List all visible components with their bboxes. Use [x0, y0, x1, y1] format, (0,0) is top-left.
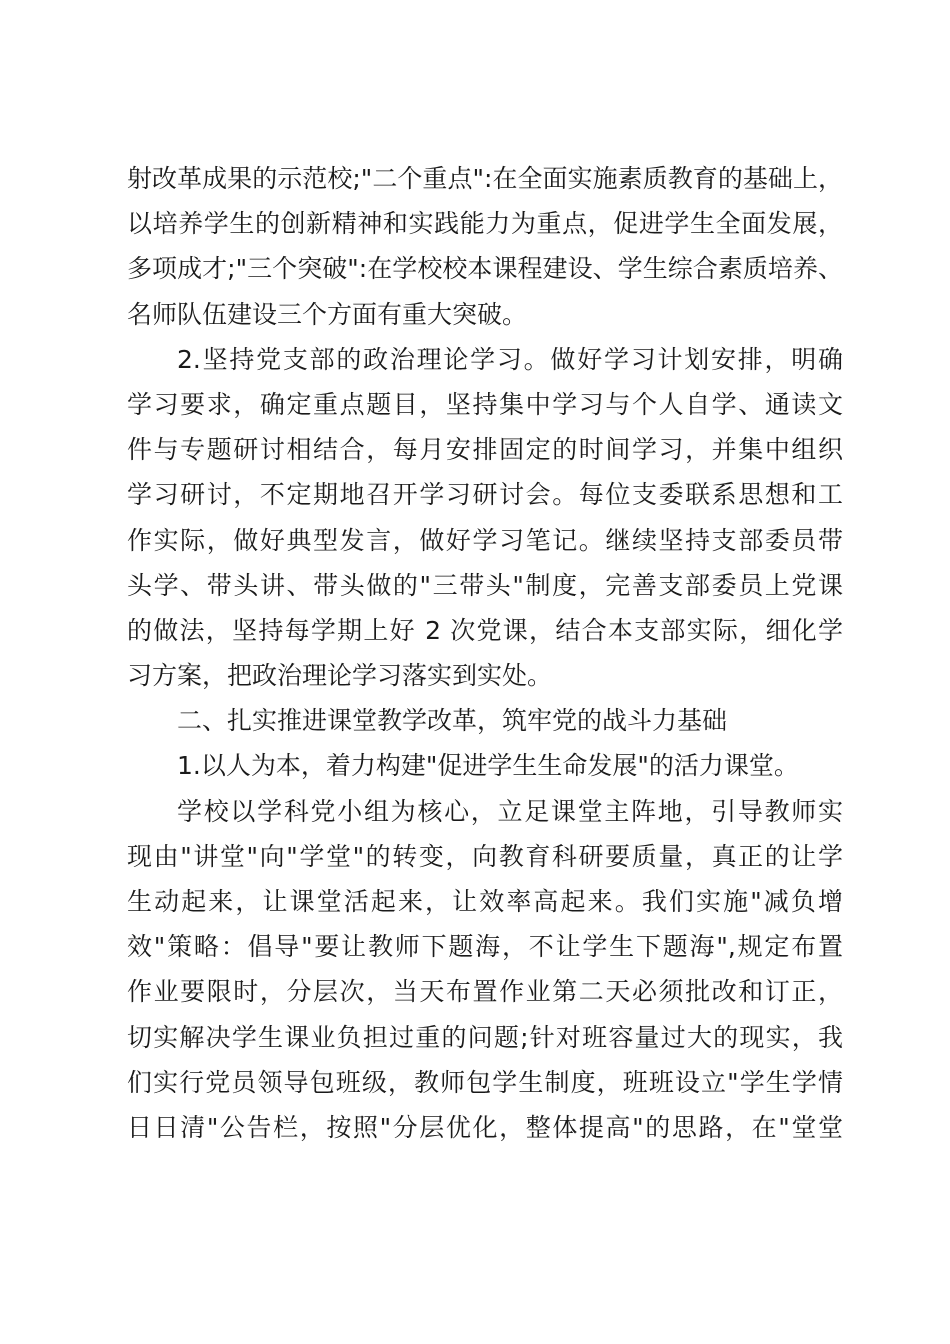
text-line: 效"策略：倡导"要让教师下题海，不让学生下题海",规定布置: [127, 932, 843, 962]
section-heading: [127, 698, 843, 743]
text-line: 学习要求，确定重点题目，坚持集中学习与个人自学、通读文: [127, 389, 843, 419]
text-line: 多项成才;"三个突破":在学校校本课程建设、学生综合素质培养、: [127, 254, 843, 284]
heading-line: 1.以人为本，着力构建"促进学生生命发展"的活力课堂。: [177, 751, 799, 781]
paragraph-2: [127, 337, 843, 699]
text-line: 学习研讨，不定期地召开学习研讨会。每位支委联系思想和工: [127, 480, 843, 510]
text-line: 射改革成果的示范校;"二个重点":在全面实施素质教育的基础上，: [127, 164, 843, 193]
text-line: 的做法，坚持每学期上好 2 次党课，结合本支部实际，细化学: [127, 615, 843, 645]
text-line: 件与专题研讨相结合，每月安排固定的时间学习，并集中组织: [127, 435, 843, 465]
text-line: 2.坚持党支部的政治理论学习。做好学习计划安排，明确: [177, 344, 843, 374]
text-line: 习方案，把政治理论学习落实到实处。: [127, 661, 553, 691]
text-line: 作实际，做好典型发言，做好学习笔记。继续坚持支部委员带: [127, 525, 843, 555]
paragraph-5: [127, 789, 843, 1151]
text-line: 学校以学科党小组为核心，立足课堂主阵地，引导教师实: [177, 796, 843, 826]
text-line: 现由"讲堂"向"学堂"的转变，向教育科研要质量，真正的让学: [127, 841, 843, 871]
text-line: 名师队伍建设三个方面有重大突破。: [127, 299, 528, 329]
text-line: 头学、带头讲、带头做的"三带头"制度，完善支部委员上党课: [127, 570, 843, 600]
text-line: 们实行党员领导包班级，教师包学生制度，班班设立"学生学情: [127, 1067, 843, 1097]
document-body: [127, 156, 843, 1150]
text-line: 切实解决学生课业负担过重的问题;针对班容量过大的现实，我: [127, 1022, 843, 1052]
text-line: 生动起来，让课堂活起来，让效率高起来。我们实施"减负增: [127, 887, 843, 916]
text-line: 以培养学生的创新精神和实践能力为重点，促进学生全面发展，: [127, 209, 843, 239]
sub-heading: [127, 743, 843, 788]
text-line: 日日清"公告栏，按照"分层优化，整体提高"的思路，在"堂堂: [127, 1112, 843, 1142]
heading-line: 二、扎实推进课堂教学改革，筑牢党的战斗力基础: [177, 706, 728, 736]
paragraph-1: [127, 156, 843, 337]
text-line: 作业要限时，分层次，当天布置作业第二天必须批改和订正，: [127, 977, 843, 1007]
